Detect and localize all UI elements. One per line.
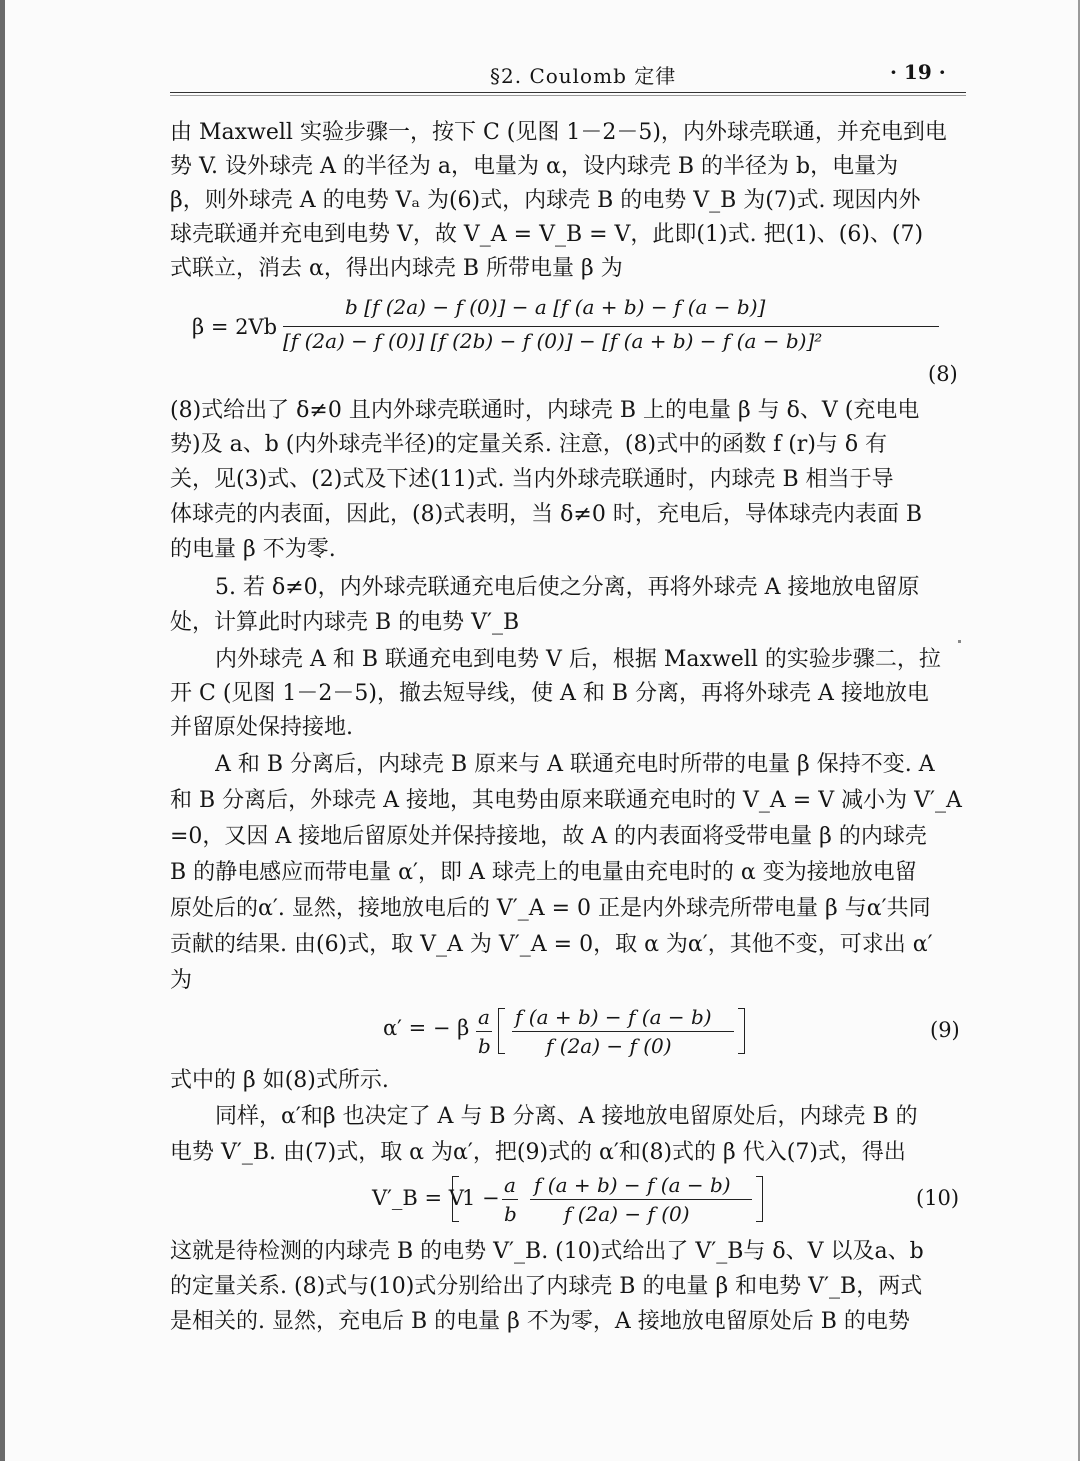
text-line: B 的静电感应而带电量 α′，即 A 球壳上的电量由充电时的 α 变为接地放电留 [170, 860, 917, 885]
text-line: 关，见(3)式、(2)式及下述(11)式. 当内外球壳联通时，内球壳 B 相当于导 [170, 467, 894, 492]
text-line: 和 B 分离后，外球壳 A 接地，其电势由原来联通充电时的 V_A = V 减小为 V′_A [170, 788, 962, 813]
text-line: (8)式给出了 δ≠0 且内外球壳联通时，内球壳 B 上的电量 β 与 δ、V (充电电 [170, 398, 920, 423]
text-line: 球壳联通并充电到电势 V，故 V_A = V_B = V，此即(1)式. 把(1)、(6)、(7) [170, 222, 924, 247]
eq10-lhs: V′_B = V [372, 1186, 464, 1210]
eq9-denominator: f (2a) − f (0) [546, 1034, 672, 1058]
eq8-numerator: b [f (2a) − f (0)] − a [f (a + b) − f (a − b)] [345, 295, 766, 319]
eq10-number: (10) [916, 1186, 960, 1210]
left-bracket [498, 1008, 505, 1054]
text-line: A 和 B 分离后，内球壳 B 原来与 A 联通充电时所带的电量 β 保持不变. A [215, 752, 935, 777]
page-edge-left [0, 0, 5, 1461]
text-line: 贡献的结果. 由(6)式，取 V_A 为 V′_A = 0，取 α 为α′，其他不变，可求出 α′ [170, 932, 933, 957]
text-line: 并留原处保持接地. [170, 715, 353, 740]
eq9-lhs: α′ = − β [383, 1016, 470, 1040]
page-number: · 19 · [890, 60, 946, 84]
eq10-one-minus: 1 − [462, 1186, 500, 1210]
eq10-numerator: f (a + b) − f (a − b) [534, 1173, 731, 1197]
eq10-coef-bar [502, 1199, 518, 1200]
text-line: 原处后的α′. 显然，接地放电后的 V′_A = 0 正是内外球壳所带电量 β 与α′共同 [170, 896, 931, 921]
eq8-denominator: [f (2a) − f (0)] [f (2b) − f (0)] − [f (a + b) − f (a − b)]² [283, 329, 823, 353]
eq9-numerator: f (a + b) − f (a − b) [515, 1005, 712, 1029]
header-rule [170, 92, 966, 93]
text-line: 的电量 β 不为零. [170, 537, 336, 562]
text-line: 式联立，消去 α，得出内球壳 B 所带电量 β 为 [170, 256, 623, 281]
eq9-fraction-bar [512, 1031, 734, 1032]
section-heading: 5. 若 δ≠0，内外球壳联通充电后使之分离，再将外球壳 A 接地放电留原 [215, 575, 920, 600]
text-line: 同样，α′和β 也决定了 A 与 B 分离、A 接地放电留原处后，内球壳 B 的 [215, 1104, 918, 1129]
right-bracket [738, 1008, 745, 1054]
left-bracket [452, 1176, 459, 1222]
text-line: 势 V. 设外球壳 A 的半径为 a，电量为 α，设内球壳 B 的半径为 b，电量为 [170, 154, 899, 179]
eq10-denominator: f (2a) − f (0) [564, 1202, 690, 1226]
eq9-number: (9) [930, 1018, 960, 1042]
header-rule-shadow [170, 95, 966, 96]
text-line: 体球壳的内表面，因此，(8)式表明，当 δ≠0 时，充电后，导体球壳内表面 B [170, 502, 922, 527]
eq10-fraction-bar [530, 1199, 752, 1200]
eq8-number: (8) [928, 362, 958, 386]
text-line: 内外球壳 A 和 B 联通充电到电势 V 后，根据 Maxwell 的实验步骤二，拉 [215, 647, 941, 672]
text-line: =0，又因 A 接地后留原处并保持接地，故 A 的内表面将受带电量 β 的内球壳 [170, 824, 927, 849]
eq8-lhs: β = 2Vb [192, 315, 278, 339]
eq10-coef-denominator: b [504, 1202, 517, 1226]
eq8-fraction-bar [283, 326, 939, 327]
eq9-coef-denominator: b [478, 1034, 491, 1058]
text-line: 电势 V′_B. 由(7)式，取 α 为α′，把(9)式的 α′和(8)式的 β 代入(7)式，得出 [170, 1140, 906, 1165]
text-line: 是相关的. 显然，充电后 B 的电量 β 不为零，A 接地放电留原处后 B 的电势 [170, 1309, 910, 1334]
eq10-coef-numerator: a [504, 1173, 516, 1197]
running-header-title: §2. Coulomb 定律 [490, 64, 677, 88]
text-line: 式中的 β 如(8)式所示. [170, 1068, 389, 1093]
text-line: 这就是待检测的内球壳 B 的电势 V′_B. (10)式给出了 V′_B与 δ、V 以及a、b [170, 1239, 924, 1264]
text-line: 的定量关系. (8)式与(10)式分别给出了内球壳 B 的电量 β 和电势 V′_B，两式 [170, 1274, 923, 1299]
text-line: 势)及 a、b (内外球壳半径)的定量关系. 注意，(8)式中的函数 f (r)与 δ 有 [170, 432, 888, 457]
text-line: β，则外球壳 A 的电势 Vₐ 为(6)式，内球壳 B 的电势 V_B 为(7)式. 现因内外 [170, 188, 921, 213]
right-bracket [756, 1176, 763, 1222]
text-line: 处，计算此时内球壳 B 的电势 V′_B [170, 610, 520, 635]
eq9-coef-numerator: a [478, 1005, 490, 1029]
eq9-coef-bar [476, 1031, 492, 1032]
text-line: 由 Maxwell 实验步骤一，按下 C (见图 1－2－5)，内外球壳联通，并充电到电 [170, 120, 947, 145]
text-line: 开 C (见图 1－2－5)，撤去短导线，使 A 和 B 分离，再将外球壳 A 接地放电 [170, 681, 929, 706]
text-line: 为 [170, 968, 193, 993]
